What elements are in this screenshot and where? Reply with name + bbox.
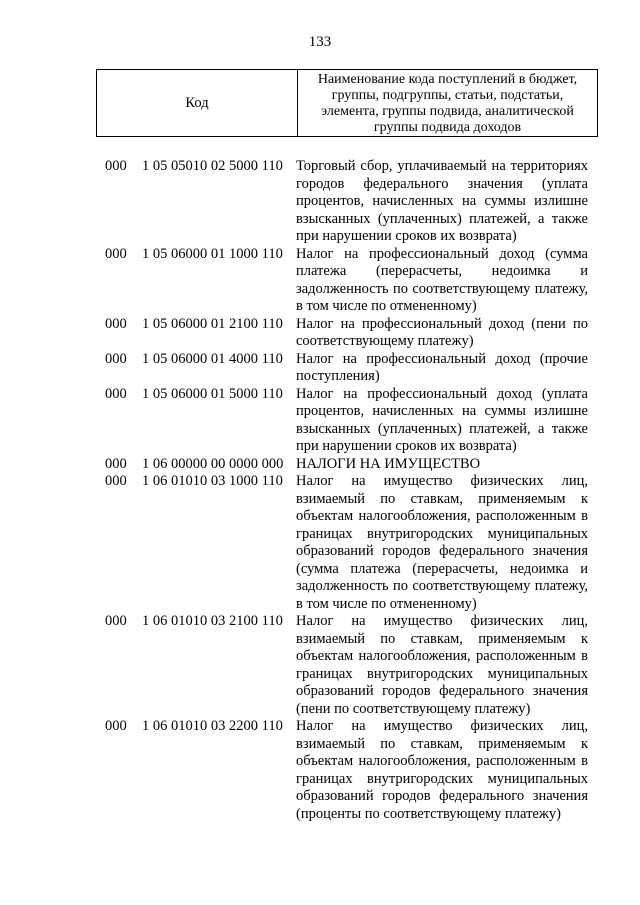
- income-description: [296, 613, 588, 718]
- description-line: границах внутригородских муниципальных: [296, 525, 588, 542]
- description-line: взимаемый по ставкам, применяемым к: [296, 735, 588, 752]
- admin-code: 000: [105, 350, 127, 367]
- description-line: границах внутригородских муниципальных: [296, 770, 588, 787]
- income-code: 1 05 06000 01 2100 110: [142, 315, 283, 332]
- description-line: взимаемый по ставкам, применяемым к: [296, 490, 588, 507]
- header-name-line: Наименование кода поступлений в бюджет,: [317, 72, 578, 87]
- admin-code: 000: [105, 455, 127, 472]
- admin-code: 000: [105, 718, 127, 734]
- page-number: 133: [308, 34, 332, 50]
- description-line: (пени по соответствующему платежу): [296, 700, 531, 717]
- header-name-line: элемента, группы подвида, аналитической: [321, 104, 574, 119]
- income-description: [296, 386, 588, 456]
- description-line: (сумма платежа (перерасчеты, недоимка и: [296, 560, 588, 577]
- table-header: [96, 69, 598, 137]
- description-line: процентов, начисленных на суммы излишне: [296, 193, 588, 209]
- income-description: [296, 316, 588, 351]
- table-row: [0, 351, 640, 386]
- income-code: 1 06 01010 03 1000 110: [142, 473, 283, 489]
- table-row: [0, 456, 640, 474]
- income-description: [296, 456, 588, 474]
- admin-code: 000: [105, 613, 127, 629]
- description-line: Налог на имущество физических лиц,: [296, 613, 588, 629]
- income-description: [296, 246, 588, 316]
- admin-code: 000: [105, 385, 127, 402]
- table-row: [0, 613, 640, 718]
- description-line: Налог на имущество физических лиц,: [296, 718, 588, 734]
- description-line: поступления): [296, 368, 380, 384]
- income-code-list: [0, 158, 640, 823]
- income-code: 1 06 00000 00 0000 000: [142, 455, 284, 472]
- admin-code: 000: [105, 158, 127, 174]
- description-line: НАЛОГИ НА ИМУЩЕСТВО: [296, 455, 481, 472]
- description-line: задолженность по соответствующему платежу,: [296, 578, 588, 594]
- table-row: [0, 316, 640, 351]
- header-code-column: Код: [97, 70, 298, 136]
- description-line: при нарушении сроков их возврата): [296, 228, 517, 244]
- description-line: Налог на имущество физических лиц,: [296, 473, 588, 489]
- description-line: (проценты по соответствующему платежу): [296, 805, 561, 822]
- description-line: Налог на профессиональный доход (прочие: [296, 350, 588, 367]
- description-line: взимаемый по ставкам, применяемым к: [296, 630, 588, 647]
- income-description: [296, 158, 588, 246]
- description-line: взысканных (уплаченных) платежей, а также: [296, 210, 588, 227]
- description-line: при нарушении сроков их возврата): [296, 438, 517, 454]
- description-line: городов федерального значения (уплата: [296, 175, 588, 192]
- description-line: в том числе по отмененному): [296, 298, 477, 314]
- description-line: объектам налогообложения, расположенным в: [296, 648, 588, 664]
- income-description: [296, 351, 588, 386]
- description-line: образований городов федерального значения: [296, 788, 588, 804]
- description-line: границах внутригородских муниципальных: [296, 665, 588, 682]
- income-code: 1 06 01010 03 2100 110: [142, 613, 283, 629]
- income-description: [296, 473, 588, 613]
- description-line: Налог на профессиональный доход (пени по: [296, 315, 588, 332]
- table-row: [0, 386, 640, 456]
- header-name-line: группы, подгруппы, статьи, подстатьи,: [331, 88, 564, 103]
- description-line: задолженность по соответствующему платежу,: [296, 280, 588, 297]
- income-code: 1 05 06000 01 1000 110: [142, 245, 283, 262]
- description-line: объектам налогообложения, расположенным в: [296, 508, 588, 524]
- admin-code: 000: [105, 473, 127, 489]
- income-code: 1 05 06000 01 4000 110: [142, 350, 283, 367]
- table-row: [0, 473, 640, 613]
- description-line: Налог на профессиональный доход (сумма: [296, 245, 588, 262]
- admin-code: 000: [105, 245, 127, 262]
- description-line: образований городов федерального значения: [296, 543, 588, 559]
- table-row: [0, 158, 640, 246]
- description-line: Налог на профессиональный доход (уплата: [296, 385, 588, 402]
- header-name-column: [298, 70, 597, 136]
- description-line: платежа (перерасчеты, недоимка и: [296, 263, 588, 279]
- income-code: 1 05 06000 01 5000 110: [142, 385, 283, 402]
- table-row: [0, 246, 640, 316]
- description-line: Торговый сбор, уплачиваемый на территориях: [296, 158, 588, 174]
- header-name-line: группы подвида доходов: [373, 120, 522, 135]
- description-line: соответствующему платежу): [296, 333, 474, 349]
- description-line: процентов, начисленных на суммы излишне: [296, 403, 588, 419]
- description-line: взысканных (уплаченных) платежей, а также: [296, 420, 588, 437]
- income-description: [296, 718, 588, 823]
- description-line: образований городов федерального значения: [296, 683, 588, 699]
- income-code: 1 06 01010 03 2200 110: [142, 718, 283, 734]
- description-line: в том числе по отмененному): [296, 595, 477, 612]
- table-row: [0, 718, 640, 823]
- income-code: 1 05 05010 02 5000 110: [142, 158, 283, 174]
- description-line: объектам налогообложения, расположенным в: [296, 753, 588, 769]
- admin-code: 000: [105, 315, 127, 332]
